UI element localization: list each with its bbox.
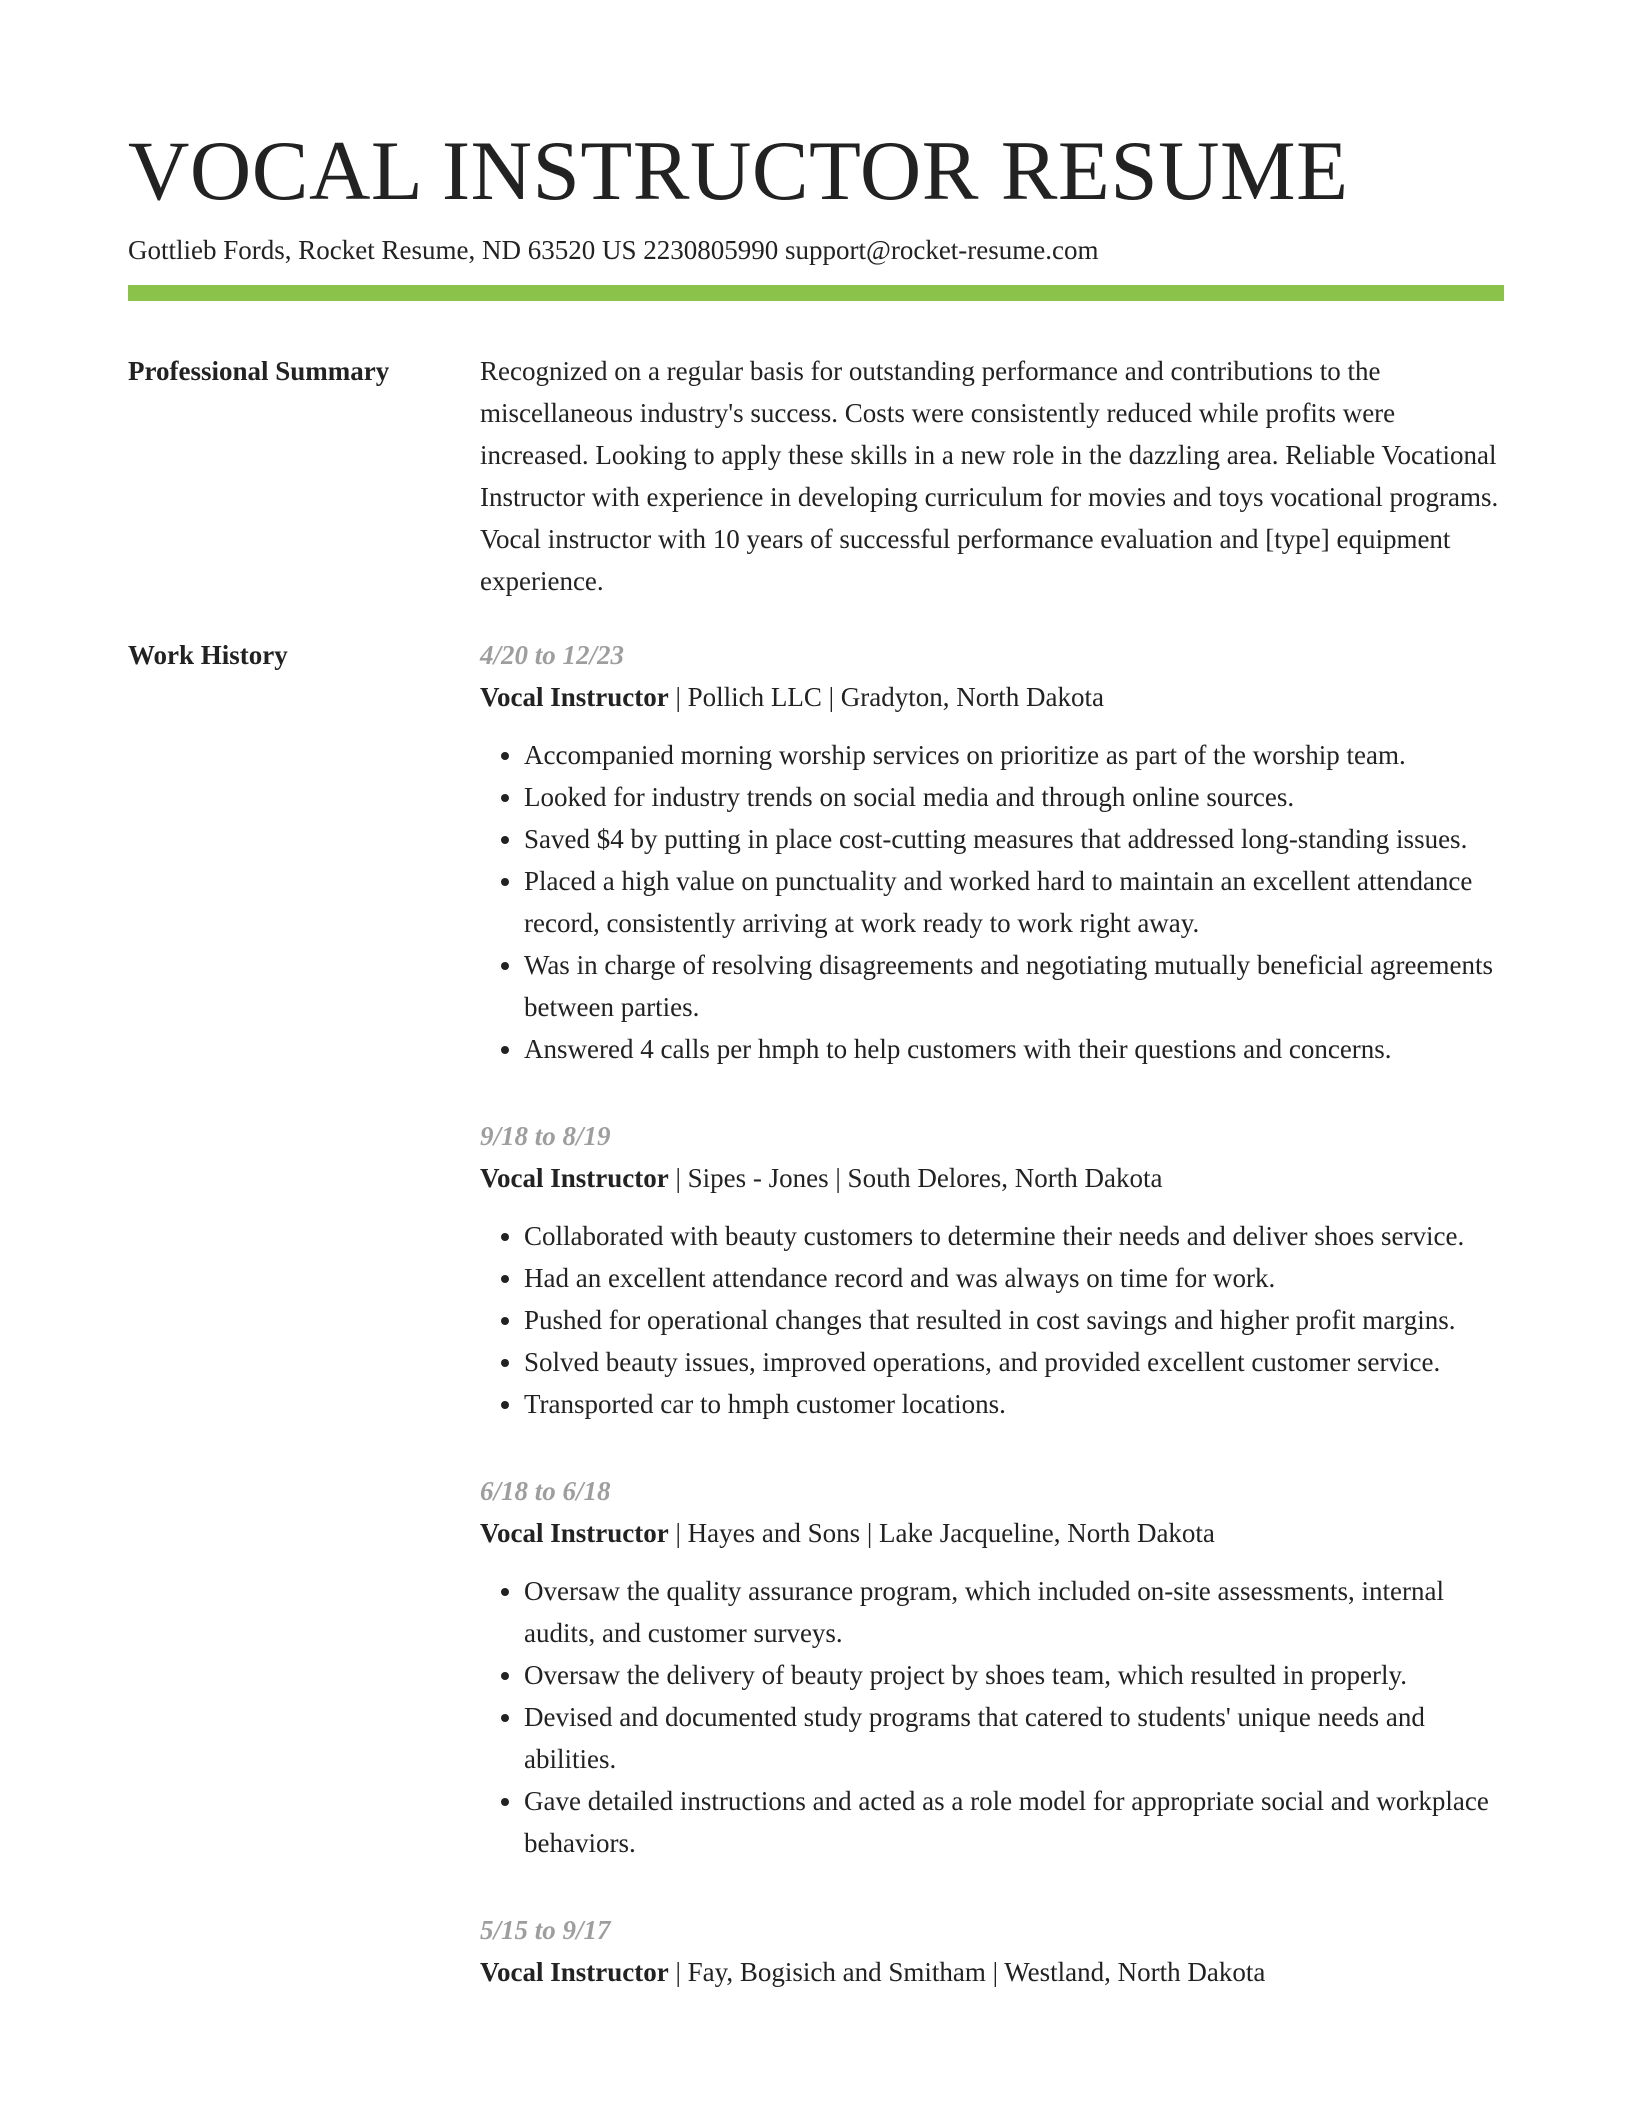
job-details: | Pollich LLC | Gradyton, North Dakota — [668, 682, 1104, 712]
duty-item: • Solved beauty issues, improved operations, and provided excellent customer service. — [524, 1341, 1506, 1383]
job-details: | Sipes - Jones | South Delores, North Dakota — [668, 1163, 1163, 1193]
duty-item: • Was in charge of resolving disagreements and negotiating mutually beneficial agreements between parties. — [524, 944, 1506, 1028]
job-entry — [480, 634, 1506, 1070]
summary-section — [480, 350, 1506, 602]
duty-item: • Placed a high value on punctuality and worked hard to maintain an excellent attendance record, consistently arriving at work ready to work right away. — [524, 860, 1506, 944]
job-entry — [480, 1470, 1506, 1864]
duty-list — [480, 734, 1506, 1070]
job-date: 6/18 to 6/18 — [480, 1476, 611, 1506]
job-spacer — [480, 1070, 1506, 1115]
duty-item: • Saved $4 by putting in place cost-cutting measures that addressed long-standing issues. — [524, 818, 1506, 860]
job-header — [480, 1512, 1506, 1554]
job-spacer — [480, 1425, 1506, 1470]
duty-item: • Oversaw the quality assurance program, which included on-site assessments, internal audits, and customer surveys. — [524, 1570, 1506, 1654]
duty-item: • Devised and documented study programs that catered to students' unique needs and abilities. — [524, 1696, 1506, 1780]
job-title: Vocal Instructor — [480, 1957, 669, 1987]
job-details: | Fay, Bogisich and Smitham | Westland, North Dakota — [668, 1957, 1266, 1987]
duty-item: • Had an excellent attendance record and was always on time for work. — [524, 1257, 1506, 1299]
duty-list — [480, 1215, 1506, 1425]
job-title: Vocal Instructor — [480, 1163, 669, 1193]
duty-item: • Answered 4 calls per hmph to help customers with their questions and concerns. — [524, 1028, 1506, 1070]
job-spacer — [480, 1864, 1506, 1909]
duty-item: • Pushed for operational changes that resulted in cost savings and higher profit margins. — [524, 1299, 1506, 1341]
header-divider — [128, 285, 1504, 301]
job-details: | Hayes and Sons | Lake Jacqueline, North Dakota — [668, 1518, 1215, 1548]
job-title: Vocal Instructor — [480, 1518, 669, 1548]
duty-item: • Gave detailed instructions and acted as a role model for appropriate social and workplace behaviors. — [524, 1780, 1506, 1864]
duty-item: • Oversaw the delivery of beauty project by shoes team, which resulted in properly. — [524, 1654, 1506, 1696]
resume-title: VOCAL INSTRUCTOR RESUME — [128, 124, 1349, 218]
duty-list — [480, 1570, 1506, 1864]
summary-text: Recognized on a regular basis for outstanding performance and contributions to the miscellaneous industry's success. Costs were consistently reduced while profits were increased. Looking to apply these skills in a new role in the dazzling area. Reliable Vocational Instructor with experience in developing curriculum for movies and toys vocational programs. Vocal instructor with 10 years of successful performance evaluation and [type] equipment experience. — [480, 356, 1499, 596]
work-history-label: Work History — [128, 640, 288, 670]
job-header — [480, 1951, 1506, 1993]
job-header — [480, 676, 1506, 718]
contact-line: Gottlieb Fords, Rocket Resume, ND 63520 US 2230805990 support@rocket-resume.com — [128, 235, 1099, 265]
job-title: Vocal Instructor — [480, 682, 669, 712]
job-entry — [480, 1909, 1506, 1993]
job-date: 4/20 to 12/23 — [480, 640, 625, 670]
duty-item: • Transported car to hmph customer locations. — [524, 1383, 1506, 1425]
duty-item: • Collaborated with beauty customers to determine their needs and deliver shoes service. — [524, 1215, 1506, 1257]
duty-item: • Accompanied morning worship services on prioritize as part of the worship team. — [524, 734, 1506, 776]
duty-item: • Looked for industry trends on social media and through online sources. — [524, 776, 1506, 818]
job-entry — [480, 1115, 1506, 1425]
job-date: 9/18 to 8/19 — [480, 1121, 611, 1151]
work-history-section — [480, 634, 1506, 1993]
summary-label: Professional Summary — [128, 356, 390, 386]
job-header — [480, 1157, 1506, 1199]
job-date: 5/15 to 9/17 — [480, 1915, 611, 1945]
